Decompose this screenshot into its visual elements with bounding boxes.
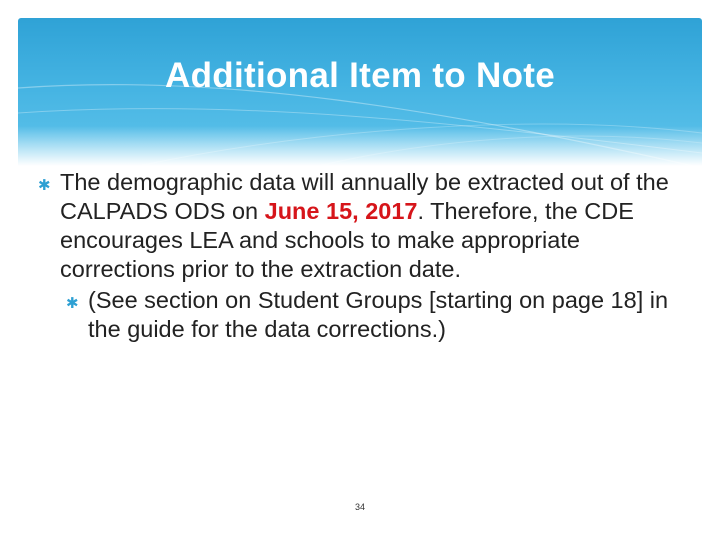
slide-title: Additional Item to Note [165,56,555,95]
highlight-date: June 15, 2017 [264,198,418,224]
asterisk-bullet-icon: ✱ [38,177,51,194]
sub-bullet-text: (See section on Student Groups [starting on page 18] in the guide for the data corrections.) [88,287,669,342]
bullet-text-after: . Therefore, the CDE encourages LEA and schools to make appropriate corrections prior to the extraction date. [60,198,634,282]
asterisk-bullet-icon: ✱ [66,295,79,312]
bullet-item [38,168,698,284]
page-number: 34 [354,502,365,512]
bullet-text-before: The demographic data will annually be extracted out of the CALPADS ODS on [60,169,669,224]
slide-body [38,168,698,344]
sub-bullet-item [66,286,698,344]
banner-fade [18,126,702,166]
